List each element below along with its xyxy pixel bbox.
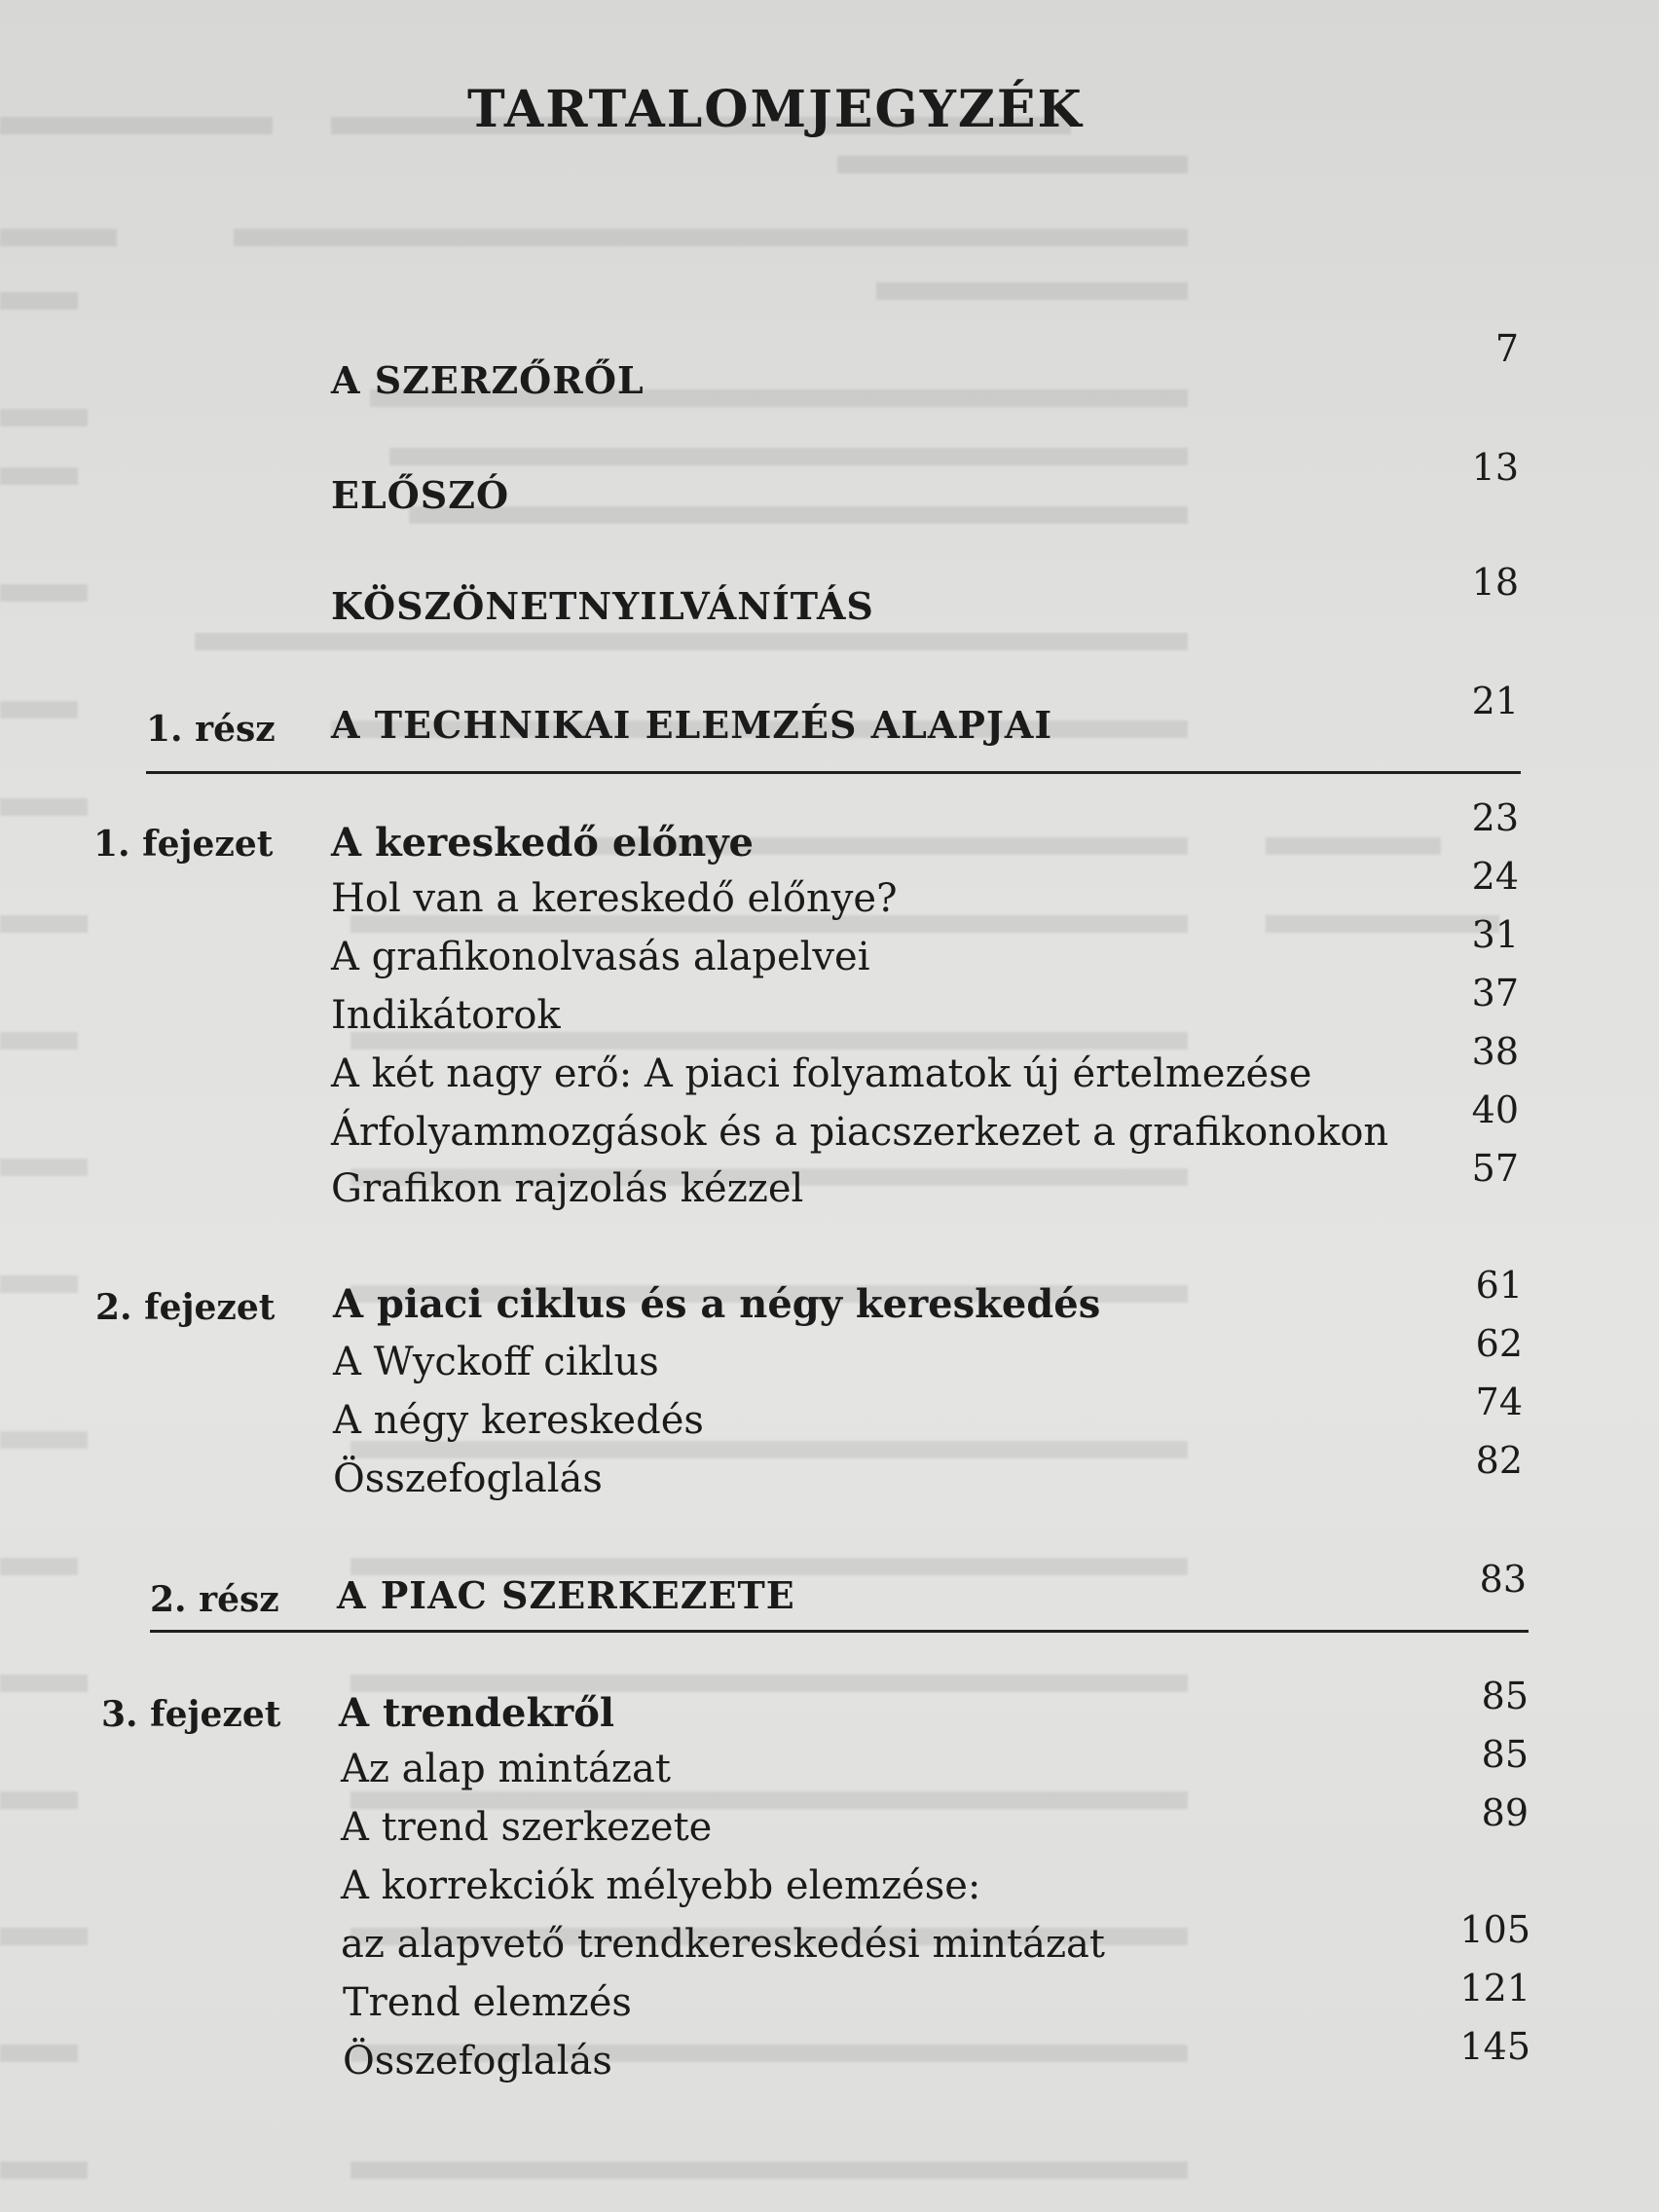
part-2-page: 83: [1479, 1558, 1527, 1601]
chapter-2-item: Összefoglalás: [333, 1456, 603, 1501]
toc-page-acknowledgements: 18: [1471, 561, 1519, 604]
chapter-2-item: A négy kereskedés: [333, 1398, 704, 1443]
part-1-page: 21: [1471, 680, 1519, 722]
chapter-2-item: A Wyckoff ciklus: [333, 1340, 659, 1384]
toc-page-author: 7: [1494, 327, 1519, 370]
chapter-3-item-page: 85: [1481, 1733, 1529, 1776]
chapter-3-item: Összefoglalás: [343, 2039, 612, 2083]
chapter-2-item-page: 82: [1475, 1439, 1523, 1482]
chapter-1-item-page: 37: [1471, 972, 1519, 1014]
toc-entry-author: A SZERZŐRŐL: [331, 358, 645, 402]
chapter-3-item: A korrekciók mélyebb elemzése:: [341, 1863, 981, 1908]
part-2-title: A PIAC SZERKEZETE: [337, 1573, 795, 1617]
chapter-3-item: az alapvető trendkereskedési mintázat: [341, 1922, 1105, 1967]
chapter-3-item: Trend elemzés: [343, 1980, 632, 2025]
chapter-3-item-page: 89: [1481, 1791, 1529, 1834]
part-1-rule: [146, 771, 1521, 774]
chapter-3-title: A trendekről: [339, 1690, 615, 1736]
chapter-2-item-page: 74: [1475, 1381, 1523, 1423]
chapter-1-item: Hol van a kereskedő előnye?: [331, 876, 898, 921]
toc-page-foreword: 13: [1471, 446, 1519, 489]
part-2-rule: [150, 1630, 1529, 1633]
part-1-label: 1. rész: [146, 709, 276, 750]
toc-entry-foreword: ELŐSZÓ: [331, 473, 510, 517]
chapter-1-item-page: 57: [1471, 1147, 1519, 1190]
chapter-1-label: 1. fejezet: [93, 824, 274, 865]
chapter-1-title: A kereskedő előnye: [331, 820, 755, 866]
chapter-1-item: Indikátorok: [331, 993, 561, 1038]
chapter-1-item-page: 40: [1471, 1088, 1519, 1131]
chapter-2-item-page: 62: [1475, 1322, 1523, 1365]
chapter-3-item-page: 121: [1459, 1967, 1530, 2009]
chapter-3-item: Az alap mintázat: [341, 1747, 671, 1791]
chapter-3-label: 3. fejezet: [101, 1694, 281, 1735]
chapter-1-item-page: 38: [1471, 1030, 1519, 1073]
chapter-2-label: 2. fejezet: [95, 1287, 276, 1328]
chapter-1-item: Árfolyammozgások és a piacszerkezet a grafikonokon: [331, 1110, 1389, 1155]
part-2-label: 2. rész: [150, 1579, 279, 1620]
chapter-3-item-page: 105: [1459, 1908, 1530, 1951]
chapter-1-page: 23: [1471, 796, 1519, 839]
toc-entry-acknowledgements: KÖSZÖNETNYILVÁNÍTÁS: [331, 584, 874, 628]
chapter-1-item: Grafikon rajzolás kézzel: [331, 1166, 804, 1211]
chapter-2-page: 61: [1475, 1264, 1523, 1307]
part-1-title: A TECHNIKAI ELEMZÉS ALAPJAI: [331, 703, 1053, 747]
page-title: TARTALOMJEGYZÉK: [467, 80, 1084, 139]
chapter-1-item: A két nagy erő: A piaci folyamatok új értelmezése: [331, 1051, 1312, 1096]
chapter-1-item: A grafikonolvasás alapelvei: [331, 935, 870, 979]
chapter-3-item-page: 145: [1459, 2025, 1530, 2068]
chapter-2-title: A piaci ciklus és a négy kereskedés: [333, 1281, 1101, 1327]
chapter-1-item-page: 31: [1471, 913, 1519, 956]
chapter-1-item-page: 24: [1471, 855, 1519, 898]
chapter-3-item: A trend szerkezete: [341, 1805, 713, 1850]
chapter-3-page: 85: [1481, 1675, 1529, 1717]
